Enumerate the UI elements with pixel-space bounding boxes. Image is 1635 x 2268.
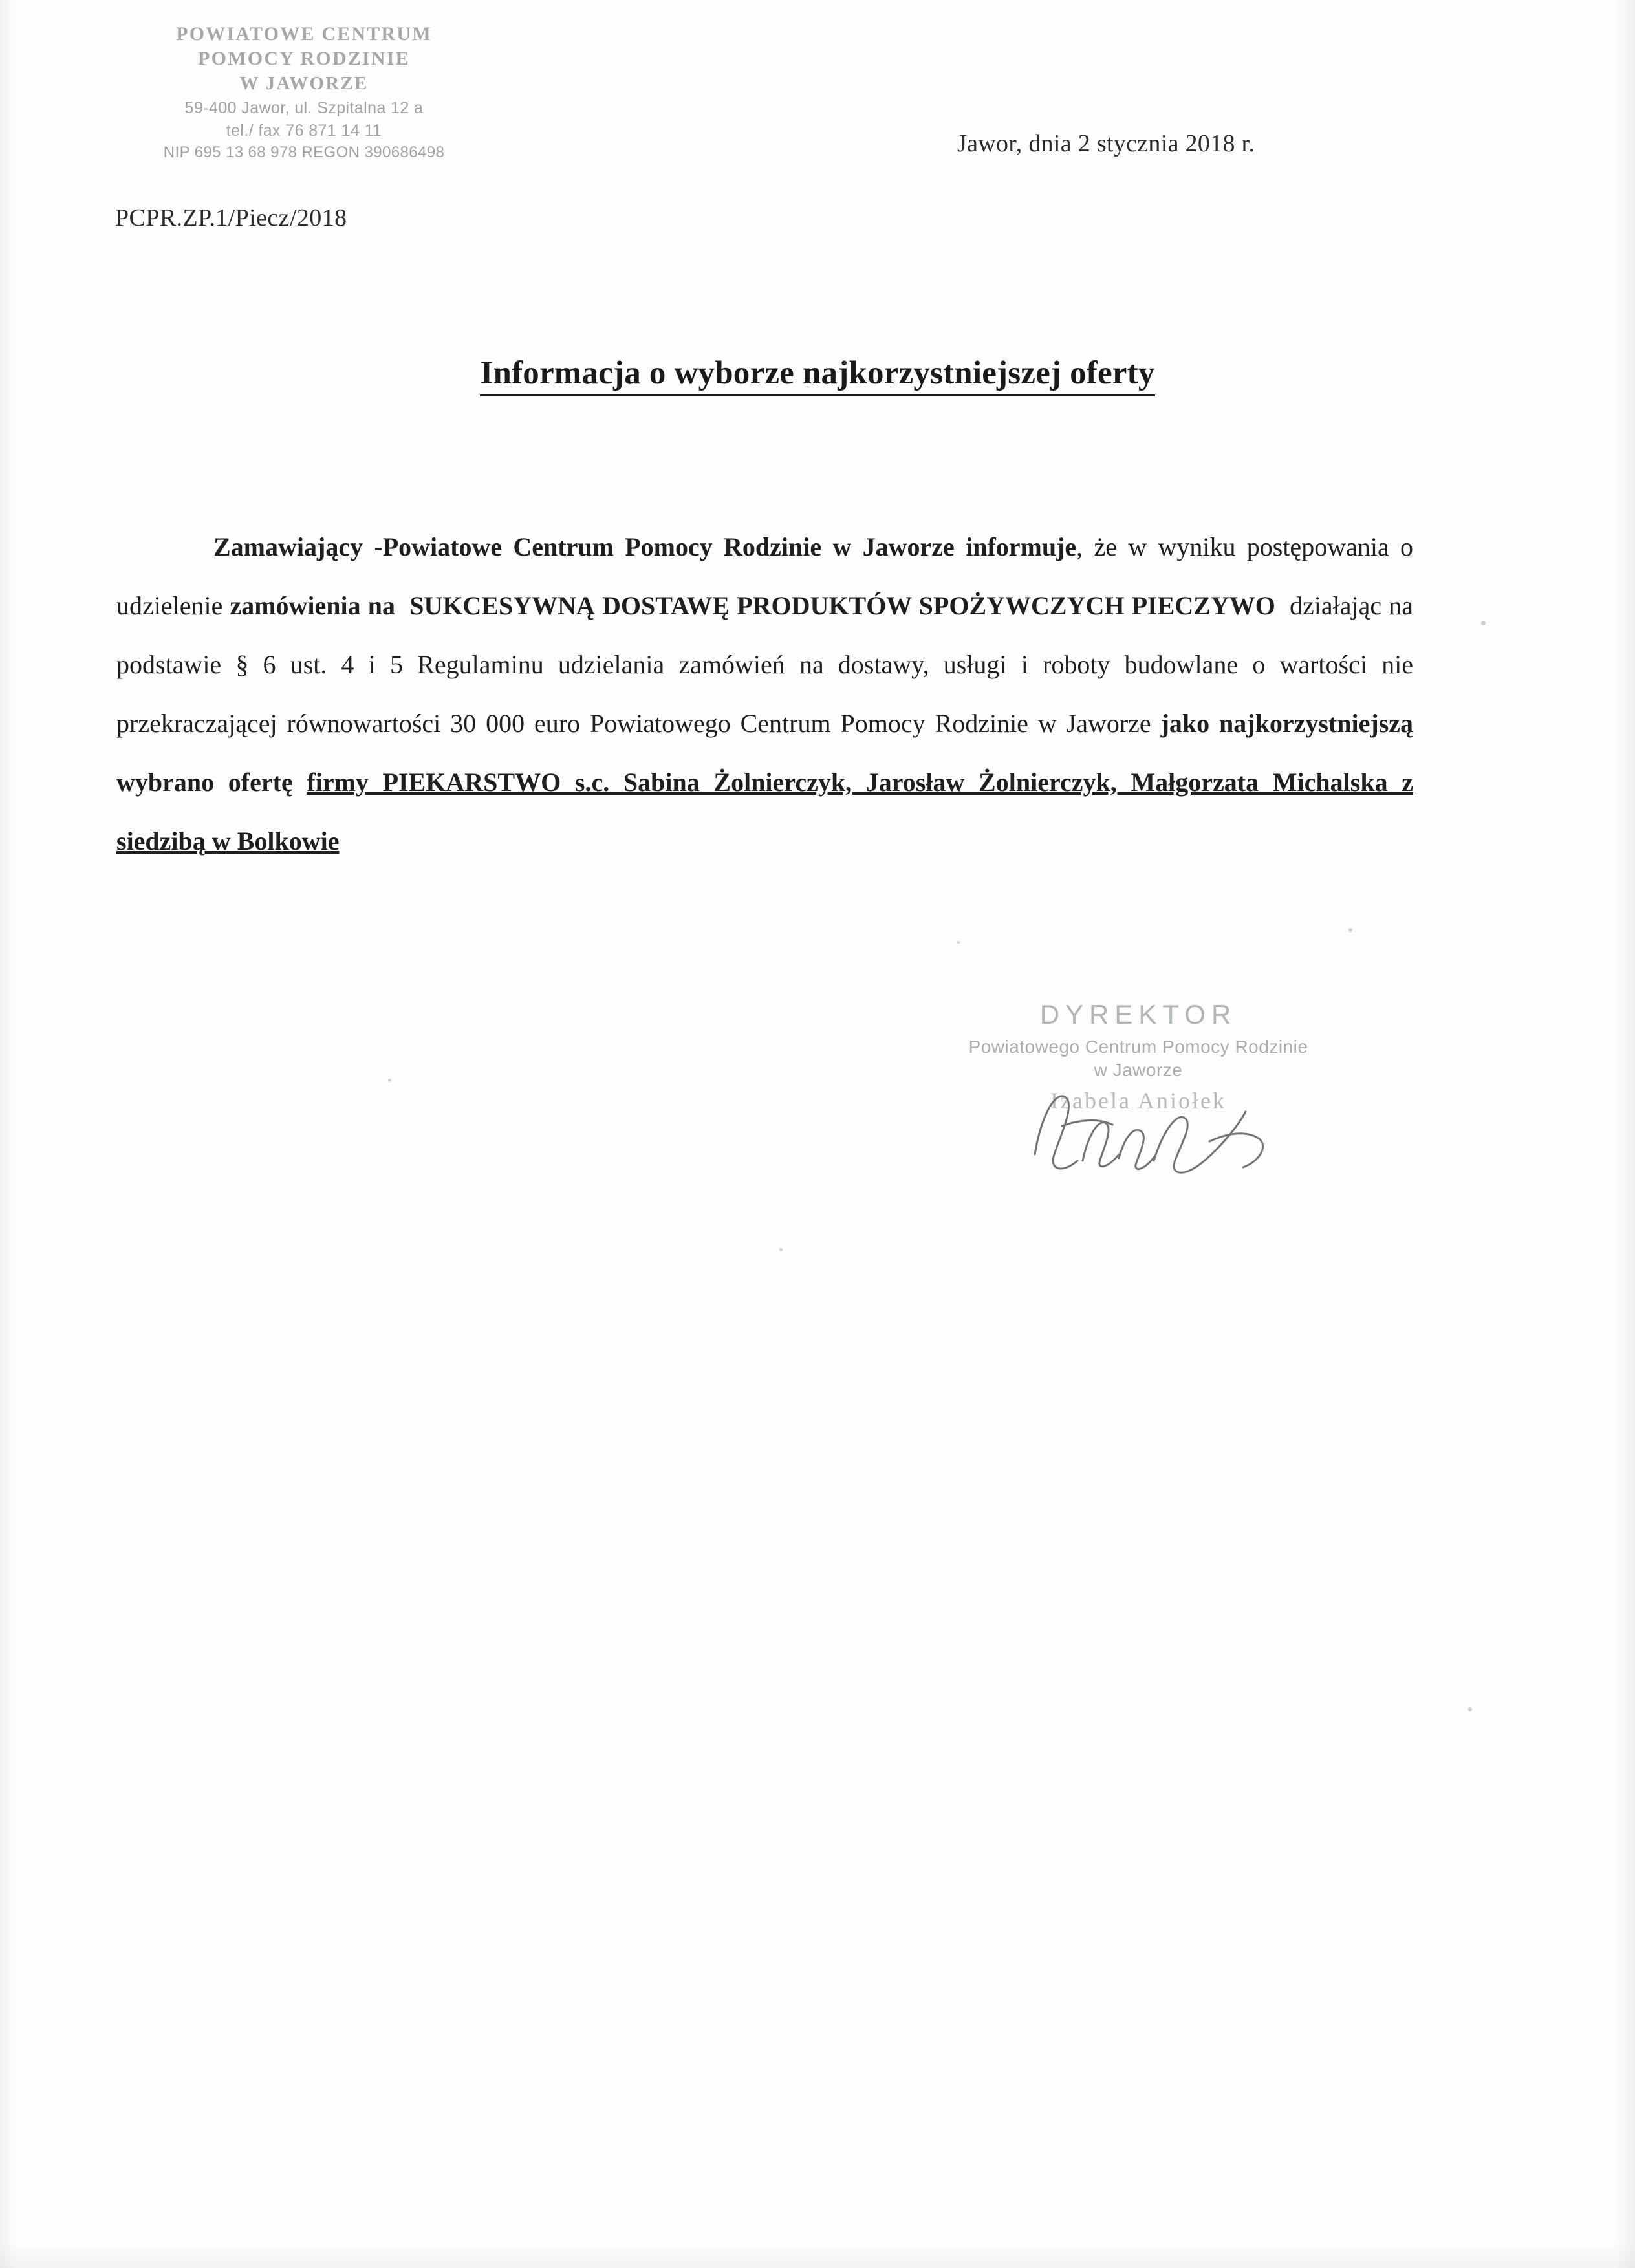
scan-edge-left xyxy=(0,0,17,2268)
letterhead-ids: NIP 695 13 68 978 REGON 390686498 xyxy=(163,143,445,161)
scan-speck xyxy=(957,941,960,944)
letterhead xyxy=(78,22,530,163)
signature-office: Powiatowego Centrum Pomocy Rodzinie xyxy=(968,1037,1308,1057)
scan-speck xyxy=(779,1248,783,1251)
scan-edge-right xyxy=(1616,0,1635,2268)
letterhead-address: 59-400 Jawor, ul. Szpitalna 12 a xyxy=(184,98,424,117)
scan-speck xyxy=(1481,621,1486,625)
letterhead-phone: tel./ fax 76 871 14 11 xyxy=(226,121,382,140)
signature-stamp xyxy=(912,999,1365,1114)
letterhead-line-3: W JAWORZE xyxy=(239,72,369,94)
body-segment-5: działając na podstawie § 6 ust. 4 i 5 Regulaminu udzielania zamówień na dostawy, usługi i roboty budowlane o wartości nie przekraczającej równowartości 30 000 euro Powiatowego Centrum Pomocy Rodzinie w Jaworze xyxy=(116,591,1414,738)
body-segment-4: SUKCESYWNĄ DOSTAWĘ PRODUKTÓW SPOŻYWCZYCH PIECZYWO xyxy=(409,591,1275,620)
signature-name: Izabela Aniołek xyxy=(1050,1088,1226,1114)
body-segment-3: zamówienia na xyxy=(230,591,395,620)
body-paragraph xyxy=(116,517,1413,870)
page-title xyxy=(0,354,1635,392)
signature-city: w Jaworze xyxy=(1094,1060,1183,1080)
document-reference-number: PCPR.ZP.1/Piecz/2018 xyxy=(115,204,347,232)
scan-speck xyxy=(1468,1707,1472,1711)
body-segment-2: , że w wyniku postępowania o udzielenie xyxy=(116,532,1413,620)
body-segment-7-winner: firmy PIEKARSTWO s.c. Sabina Żolnierczyk, Jarosław Żolnierczyk, Małgorzata Michalska z siedzibą w Bolkowie xyxy=(116,768,1413,856)
letterhead-line-1: POWIATOWE CENTRUM xyxy=(176,23,432,45)
scan-edge-bottom xyxy=(0,2242,1635,2268)
signature-role: DYREKTOR xyxy=(1039,999,1237,1030)
letterhead-line-2: POMOCY RODZINIE xyxy=(198,48,410,70)
document-body xyxy=(116,517,1413,870)
page-title-text: Informacja o wyborze najkorzystniejszej oferty xyxy=(480,355,1154,396)
scan-speck xyxy=(1348,928,1352,932)
body-segment-1: Zamawiający -Powiatowe Centrum Pomocy Rodzinie w Jaworze informuje xyxy=(213,532,1077,561)
body-segment-6: jako najkorzystniejszą wybrano ofertę xyxy=(116,709,1414,797)
scan-speck xyxy=(388,1079,391,1082)
document-date: Jawor, dnia 2 stycznia 2018 r. xyxy=(957,130,1255,157)
